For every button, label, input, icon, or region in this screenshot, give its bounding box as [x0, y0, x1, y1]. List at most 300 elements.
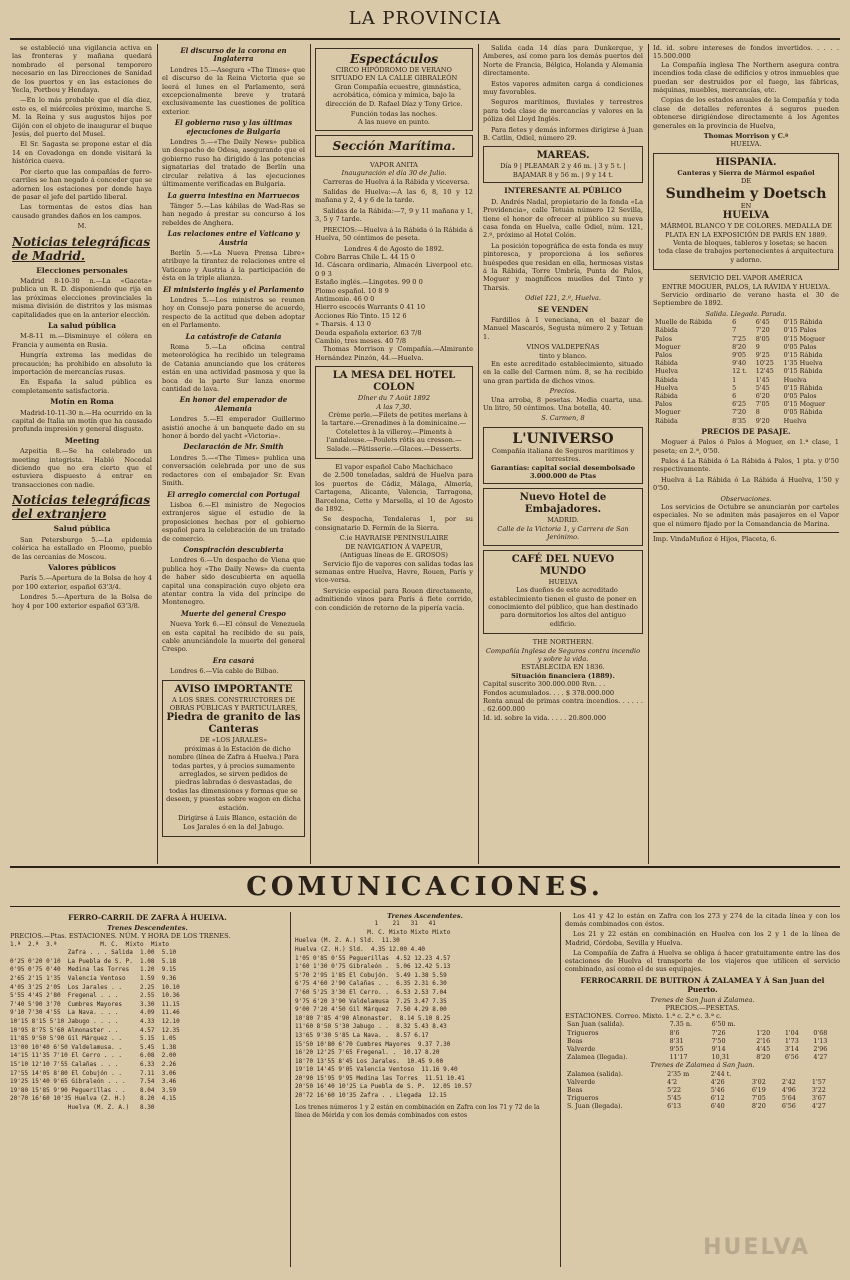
- quote-line: Acciones Río Tinto. 15 12 6: [315, 311, 407, 320]
- schedule-row: [653, 400, 839, 408]
- table-cell: 6'25: [732, 400, 747, 409]
- table-cell: 0'05 Palos: [783, 342, 817, 351]
- table-cell: 9'40: [732, 359, 747, 368]
- table-cell: [810, 1070, 840, 1078]
- table-cell: Rábida: [655, 391, 678, 400]
- news-heading: Observaciones.: [720, 494, 772, 503]
- ad-title: Nuevo Hotel de Embajadores.: [519, 492, 607, 516]
- paragraph: D. Andrés Nadal, propietario de la fonda «La Providencia», calle Tetuán número 12 Sevilla, tiene el honor de ofrecer al público su nueva casa fonda en Huelva, calle Odiel, núm. 121, 2.º, próximo al Hotel Colón.: [483, 197, 643, 240]
- ad-subtitle: tinto y blanco.: [539, 351, 587, 360]
- table-cell: 6'50 m.: [711, 1020, 736, 1029]
- table-cell: 6'56: [784, 1053, 799, 1062]
- table-cell: 8'20: [732, 342, 747, 351]
- quote-line: Id. Cáscara ordinaria, Almacén Liverpool etc. 0 9 3: [315, 261, 473, 278]
- paragraph: Londres 6.—Vía cable de Bilbao.: [170, 667, 279, 676]
- section-heading: Sección Marítima.: [332, 138, 456, 153]
- timetable-descending: 1.ª 2.ª 3.ª M. C. Mixto Mixto Zafra . . . Salida 1.00 5.10 0'25 0'20 0'10 La Puebla de S. P. 1.08 5.18 0'95 0'75 0'40 Medina las Torres 1.20 9.15 2'65 2'15 1'35 Valencia Ventoso 1.59 9.36 4'05 3'25 2'05 Los Jarales . . 2.25 10.10 5'55 4'45 2'80 Fregenal . . . 2.55 10.36 7'40 5'90 3'70 Cumbres Mayores 3.30 11.15 9'10 7'30 4'55 La Nava. . . . 4.09 11.46 10'15 8'15 5'10 Jabugo . . . . 4.33 12.10 10'95 8'75 5'60 Almonaster . . 4.57 12.35 11'85 9'50 5'90 Gil Márquez . . 5.15 1.05 13'00 10'40 6'50 Valdelamusa. . 5.45 1.38 14'15 11'35 7'10 El Cerro . . . 6.08 2.00 15'10 12'10 7'55 Calañas . . . 6.33 2.26 17'55 14'05 8'80 El Cobujón . . 7.11 3.06 19'25 15'40 9'65 Gibraleón . . . 7.54 3.46 19'80 15'85 9'90 Peguerillas . . 8.04 3.59 20'70 16'60 10'35 Huelva (Z. H.) 8.20 4.15 Huelva (M. Z. A.) 8.30: [10, 940, 180, 1111]
- table-cell: Beas: [567, 1086, 583, 1095]
- news-heading: El ministerio inglés y el Parlamento: [163, 284, 304, 294]
- schedule-row: [653, 417, 839, 425]
- table-cell: 6'12: [710, 1094, 725, 1103]
- news-heading: Muerte del general Crespo: [181, 608, 286, 618]
- ad-text: Calle de la Victoria 1, y Carrera de San Jerónimo.: [497, 524, 629, 542]
- paragraph: Se despacha, Tendaleras 1, por su consignatario D. Fermín de la Sierra.: [315, 515, 473, 532]
- financial-row: Fondos acumulados. . . . $ 378.000.000: [483, 688, 615, 697]
- news-heading: Era casará: [212, 655, 255, 665]
- timetable-row: [565, 1020, 840, 1028]
- paragraph: En España la salud pública es completamente satisfactoria.: [12, 378, 152, 395]
- table-cell: 7'26: [711, 1028, 726, 1037]
- table-cell: 9'20: [755, 416, 770, 425]
- ad-subtitle: ENTRE MOGUER, PALOS, LA RÁVIDA Y HUELVA.: [661, 282, 831, 291]
- paragraph: Moguer á Palos ó Palos á Moguer, en 1.ª clase, 1 peseta; en 2.ª, 0'50.: [653, 438, 839, 455]
- universo-ad: [483, 427, 643, 485]
- ad-subtitle: Inauguración el día 30 de Julio.: [341, 169, 447, 178]
- paragraph: Servicio especial para Rouen directamente, admitiendo vinos para París á flete corrido, con condición de retorno de la pipería vacía.: [315, 586, 473, 612]
- paragraph: Fardillos á 1 veneciana, en el bazar de Manuel Mascarós, Segusta número 2 y Tetuan 1.: [483, 315, 643, 341]
- table-cell: 6: [732, 391, 737, 400]
- section-rule: [10, 906, 840, 907]
- ad-subtitle: ESTABLECIDA EN 1836.: [521, 663, 605, 672]
- ad-subtitle: Compañía italiana de Seguros marítimos y terrestres.: [491, 446, 635, 464]
- table-cell: 8'31: [669, 1036, 684, 1045]
- paragraph: —En lo más probable que el día diez, esto es, el miércoles próximo, marche S. M. la Reina y sus augustos hijos por Gijón con el objeto de inaugurar el buque Jesús, del puerto del Musel.: [12, 96, 152, 139]
- column-3: [315, 44, 473, 864]
- aviso-ad: [162, 680, 305, 837]
- quote-line: Plomo español. 10 8 9: [315, 286, 389, 295]
- news-heading: Valores públicos: [48, 562, 116, 572]
- ad-subtitle: Canteras y Sierra de Mármol español: [677, 168, 815, 177]
- ad-title: CAFÉ DEL NUEVO MUNDO: [511, 553, 615, 577]
- bottom-column-2: [295, 912, 555, 1272]
- paragraph: de 2.500 toneladas, saldrá de Huelva para los puertos de Cádiz, Málaga, Almería, Cartagena, Alicante, Valencia, Tarragona, Barcelona, Cette y Marsella, el 10 de Agosto de 1892.: [315, 471, 473, 514]
- communications-title: COMUNICACIONES.: [246, 872, 604, 902]
- table-cell: Huelva: [655, 367, 678, 376]
- table-cell: 10'25: [755, 359, 774, 368]
- tide-row: Día 9 | PLEAMAR 2 y 46 m. | 3 y 5 t. | BAJAMAR 8 y 56 m. | 9 y 14 t.: [500, 162, 626, 179]
- timetable-row: [565, 1045, 840, 1053]
- section-heading: Noticias telegráficas de Madrid.: [12, 234, 151, 263]
- table-cell: 0'15 Rábida: [783, 350, 823, 359]
- table-cell: 10,31: [711, 1053, 730, 1062]
- paragraph: Nueva York 6.—El cónsul de Venezuela en esta capital ha recibido de su país, cable anunciándole la muerte del general Crespo.: [162, 620, 305, 654]
- table-cell: 2'16: [756, 1036, 771, 1045]
- table-cell: San Juan (salida).: [567, 1020, 625, 1029]
- schedule-row: [653, 351, 839, 359]
- paragraph: Roma 5.—La oficina central meteorológica ha recibido un telegrama de Catania anunciando que los cráteres están en una actividad pasmosa y que la boca de la parte Sur lanza enorme cantidad de lava.: [162, 343, 305, 394]
- financial-row: Id. id. sobre intereses de fondos invertidos. . . . . 15.500.000: [653, 44, 839, 61]
- paragraph: La posición topográfica de esta fonda es muy pintoresca, y proporciona á los señores huéspedes que residan en ella, hermosas vistas á la Rábida, Torre Umbría, Punta de Palos, Moguer y magníficos muelles del Tinto y Tharsis.: [483, 241, 643, 292]
- table-cell: 12 t.: [732, 367, 747, 376]
- table-cell: 6'13: [667, 1102, 682, 1111]
- news-heading: El arreglo comercial con Portugal: [167, 489, 300, 499]
- financial-row: Capital suscrito 300.000.000 Rvn. . .: [483, 680, 606, 689]
- ad-subtitle: Dîner du 7 Août 1892: [357, 394, 431, 403]
- table-cell: 6'19: [751, 1086, 766, 1095]
- column-divider: [290, 912, 291, 1267]
- schedule-row: [653, 335, 839, 343]
- column-divider: [560, 912, 561, 1267]
- table-cell: 3'02: [751, 1077, 766, 1086]
- table-cell: 4'27: [811, 1102, 826, 1111]
- table-cell: 3'22: [811, 1086, 826, 1095]
- table-cell: 6'40: [710, 1102, 725, 1111]
- table-cell: 1'73: [784, 1036, 799, 1045]
- bottom-column-1: [10, 912, 285, 1272]
- timetable-row: [565, 1029, 840, 1037]
- ad-subtitle: A las 7,30.: [376, 402, 412, 411]
- paragraph: Salida cada 14 días para Dunkerque, y Amberes, así como para los demás puertos del Norte de Francia, Bélgica, Holanda y Alemania directamente.: [483, 44, 643, 78]
- paragraph: Una arroba, 8 pesetas. Media cuarta, una. Un litro, 50 céntimos. Una botella, 40.: [483, 395, 643, 413]
- ad-subtitle: DE: [740, 177, 752, 186]
- news-heading: En honor del emperador de Alemania: [179, 395, 288, 413]
- news-heading: Motín en Roma: [50, 397, 114, 407]
- railway-subtitle: Trenes Descendentes.: [107, 924, 188, 933]
- table-cell: 0'15 Moguer: [783, 400, 826, 409]
- table-cell: 5'22: [667, 1086, 682, 1095]
- imprint: Imp. VindaMuñoz é Hijos, Placeta, 6.: [653, 532, 839, 543]
- paragraph: Estos vapores admiten carga á condiciones muy favorables.: [483, 79, 643, 97]
- paragraph: se estableció una vigilancia activa en las fronteras y mañana quedará nombrado el personal temporero necesario en las Direcciones de Sanidad de los puertos y en las estaciones de Yecla, Portbou y Hendaya.: [12, 44, 152, 95]
- ad-title: VAPOR ANITA: [370, 160, 418, 169]
- table-cell: 0'15 Palos: [783, 326, 817, 335]
- paragraph: Salidas de Huelva:—A las 6, 8, 10 y 12 mañana y 2, 4 y 6 de la tarde.: [315, 188, 473, 205]
- paragraph: Londres 6.—Un despacho de Viena que publica hoy «The Daily News» da cuenta de haber sido descubierta en aquella capital una conspiración cuyo objeto era atentar contra la vida del príncipe de Montenegro.: [162, 556, 305, 607]
- ad-title: C.ie HAVRAISE PENINSULAIRE: [339, 534, 449, 543]
- ad-text: MÁRMOL BLANCO Y DE COLORES. MEDALLA DE PLATA EN LA EXPOSICIÓN DE PARÍS EN 1889.: [660, 222, 832, 239]
- table-cell: 5'64: [781, 1094, 796, 1103]
- timetable-ascending: 1 21 31 41 M. C. Mixto Mixto Mixto Huelva (M. Z. A.) Sld. 11.30 Huelva (Z. H.) Sld. 4.35 12.00 4.40 1'05 0'85 0'55 Peguerillas 4.52 12.23 4.57 1'60 1'30 0'75 Gibraleón . 5.06 12.42 5.13 5'70 2'95 1'85 El Cobujón. 5.49 1.38 5.59 6'75 4'60 2'90 Calañas . . 6.35 2.31 6.30 7'60 5'25 3'30 El Cerro. . 6.53 2.53 7.04 9'75 6'20 3'90 Valdelamusa 7.25 3.47 7.35 9'00 7'20 4'50 Gil Márquez 7.50 4.29 8.00 10'80 7'85 4'90 Almonaster. 8.14 5.10 8.25 11'60 8'50 5'30 Jabugo . . 8.32 5.43 8.43 13'65 9'30 5'85 La Nava. . 8.57 6.17 15'50 10'80 6'70 Cumbres Mayores 9.37 7.30 16'20 12'25 7'65 Fregenal. . 10.17 8.20 18'70 13'55 8'45 Los Jarales. 10.45 9.00 19'10 14'45 9'05 Valencia Ventoso 11.16 9.40 20'90 15'95 9'95 Medina las Torres 11.51 10.41 20'50 16'40 10'25 La Puebla de S. P. 12.05 10.57 20'72 16'60 10'35 Zafra . . Llegada 12.15: [295, 920, 473, 1100]
- news-heading: Conspiración descubierta: [183, 544, 284, 554]
- news-heading: El gobierno ruso y las últimas ejecuciones de Bulgaria: [174, 118, 293, 136]
- schedule-row: [653, 359, 839, 367]
- quote-line: Deuda española exterior. 63 7/8: [315, 328, 422, 337]
- ad-text: Dirigirse á Luis Blanco, estación de Los Jarales ó en la del Jabugo.: [178, 814, 297, 831]
- timetable-header: ESTACIONES. Correo. Mixto. 1.ª c. 2.ª c. 3.ª c.: [565, 1012, 722, 1021]
- table-cell: Palos: [655, 334, 672, 343]
- financial-row: Renta anual de primas contra incendios. . . . . . . 62.600.000: [483, 696, 643, 714]
- ad-text: Gran Compañía ecuestre, gimnástica, acrobática, cómica y mímica, bajo la dirección de D. Rafael Díaz y Tony Grice.: [325, 82, 463, 108]
- railway-subtitle: PRECIOS.—PESETAS.: [665, 1004, 740, 1013]
- table-cell: 6: [732, 318, 737, 327]
- table-cell: Moguer: [655, 342, 681, 351]
- signature: M.: [77, 222, 87, 231]
- table-cell: 6'20: [755, 391, 770, 400]
- table-cell: Rábida: [655, 416, 678, 425]
- table-cell: Rábida: [655, 359, 678, 368]
- maritima-box: [315, 135, 473, 157]
- paragraph: M-8-11 m.—Disminuye el cólera en Francia y aumenta en Rusia.: [12, 332, 152, 349]
- paragraph: Por cierto que las compañías de ferro-carriles se han negado á conceder que se adornen los estaciones por donde haya de pasar el jefe del partido liberal.: [12, 167, 152, 201]
- table-cell: Moguer: [655, 408, 681, 417]
- paragraph: Londres 15.—Asegura «The Times» que el discurso de la Reina Victoria que se leerá el lunes en el Parlamento, será excepcionalmente breve y tratará exclusivamente las cuestiones de política exterior.: [162, 65, 305, 116]
- ad-text: A las nueve en punto.: [357, 118, 431, 127]
- table-cell: Trigueros: [567, 1094, 599, 1103]
- table-cell: 7.35 n.: [669, 1020, 692, 1029]
- ad-title: L'UNIVERSO: [512, 430, 614, 447]
- column-divider: [157, 44, 158, 864]
- table-cell: 9'55: [669, 1045, 684, 1054]
- table-cell: Zalamea (salida).: [567, 1069, 623, 1078]
- paragraph: Los trenes números 1 y 2 están en combinación en Zafra con los 71 y 72 de la línea de Mérida y con los demás combinados con estos: [295, 1103, 540, 1119]
- schedule-header: Salida. Llegada. Parada.: [705, 309, 787, 318]
- table-cell: 0'05 Palos: [783, 391, 817, 400]
- ad-title: VINOS VALDEPEÑAS: [526, 343, 600, 352]
- table-cell: Beas: [567, 1036, 583, 1045]
- news-heading: PRECIOS DE PASAJE.: [701, 426, 791, 436]
- railway-subtitle: Trenes Ascendentes.: [387, 912, 463, 920]
- table-cell: [750, 1070, 780, 1078]
- paragraph: En este acreditado establecimiento, situado en la calle del Carmen núm. 8, se ha recibido una gran partida de dichos vinos.: [483, 360, 643, 385]
- paragraph: Para fletes y demás informes dirigirse á Juan B. Catlin, Odiel, número 29.: [483, 125, 643, 143]
- table-cell: Rábida: [655, 326, 678, 335]
- table-cell: 7'05: [751, 1094, 766, 1103]
- masthead: LA PROVINCIA: [348, 8, 502, 29]
- table-cell: 0'68: [813, 1028, 828, 1037]
- masthead-rule: [10, 38, 840, 40]
- table-cell: 1'57: [811, 1077, 826, 1086]
- timetable-row: [565, 1102, 840, 1110]
- table-cell: 1'45: [755, 375, 770, 384]
- table-cell: 8: [755, 408, 760, 417]
- ad-title: MAREAS.: [536, 150, 590, 162]
- paragraph: Los 41 y 42 lo están en Zafra con los 273 y 274 de la citada línea y con los demás combinados con éstos.: [565, 912, 840, 929]
- paragraph: Berlín 5.—«La Nueva Prensa Libre» atribuye la tirantez de relaciones entre el Vaticano y Austria á la participación de ésta en la triple alianza.: [162, 248, 305, 283]
- quote-date: Londres 4 de Agosto de 1892.: [343, 244, 444, 253]
- table-cell: 9'14: [711, 1045, 726, 1054]
- table-cell: 5'46: [710, 1086, 725, 1095]
- ad-subtitle: Precios.: [549, 387, 577, 396]
- table-cell: Rábida: [655, 375, 678, 384]
- ad-title: HISPANIA.: [715, 156, 777, 168]
- news-heading: Salud pública: [53, 524, 111, 534]
- column-1: [12, 44, 152, 864]
- paragraph: París 5.—Apertura de la Bolsa de hoy 4 por 100 exterior, español 63'3/4.: [12, 574, 152, 591]
- espectaculos-box: [315, 48, 473, 131]
- section-heading: Noticias telegráficas del extranjero: [12, 493, 151, 522]
- ad-text: Garantías: capital social desembolsado 3.000.000 de Ptas: [490, 463, 636, 481]
- news-heading: Elecciones personales: [36, 265, 128, 275]
- news-heading: Declaración de Mr. Smith: [183, 442, 284, 452]
- news-heading: Las relaciones entre el Vaticano y Austria: [167, 229, 300, 247]
- paragraph: Madrid-10-11-30 n.—Ha ocurrido en la capital de Italia un motín que ha causado profunda impresión y general disgusto.: [12, 408, 152, 434]
- ad-text: próximas á la Estación de dicho nombre (línea de Zafra á Huelva.) Para todas partes, y á precios sumamente arreglados, se sirven pedidos de piedras labradas ó desvastadas, de todas las dimensiones y formas que se deseen, y puestas sobre wagon en dicha estación.: [166, 744, 301, 812]
- ad-title: CIRCO HIPÓDROMO DE VERANO: [336, 66, 452, 74]
- table-cell: 1'35 Huelva: [783, 359, 823, 368]
- table-cell: 8'20: [756, 1053, 771, 1062]
- schedule-row: [653, 367, 839, 375]
- timetable-row: [565, 1086, 840, 1094]
- schedule-row: [653, 326, 839, 334]
- paragraph: Thomas Morrison y Compañía.—Almirante Hernández Pinzón, 44.—Huelva.: [315, 345, 473, 362]
- table-cell: 11'17: [669, 1053, 688, 1062]
- table-cell: 0'15 Moguer: [783, 334, 826, 343]
- ad-text: Venta de bloques, tableros y losetas; se hacen toda clase de trabajos pertenecientes á arquitectura y adorno.: [658, 238, 834, 264]
- ad-text: Los dueños de este acreditado establecimiento tienen el gusto de poner en conocimiento del público, que han destinado para dormitorios los altos del antiguo edificio.: [488, 586, 638, 628]
- table-cell: 7'25: [732, 334, 747, 343]
- table-cell: 2'42: [781, 1077, 796, 1086]
- ad-subtitle: HUELVA: [548, 577, 578, 586]
- ad-title: DE NAVIGATION Á VAPEUR,: [345, 542, 443, 551]
- column-4: [483, 44, 643, 864]
- table-cell: Palos: [655, 350, 672, 359]
- ad-heading: DE «LOS JARALES»: [199, 736, 268, 745]
- timetable-row: [565, 1094, 840, 1102]
- section-rule: [10, 866, 840, 868]
- table-cell: 2'96: [813, 1045, 828, 1054]
- news-heading: SE VENDEN: [537, 304, 589, 314]
- table-cell: Muelle de Rábida: [655, 318, 713, 327]
- table-cell: 1'13: [813, 1036, 828, 1045]
- ad-title: THE NORTHERN.: [532, 638, 594, 647]
- table-cell: 3'67: [811, 1094, 826, 1103]
- table-cell: Zalamea (llegada).: [567, 1053, 628, 1062]
- paragraph: Londres 5.—El emperador Guillermo asistió anoche á un banquete dado en su honor á bordo del yacht «Victoria».: [162, 415, 305, 441]
- table-cell: [811, 1020, 840, 1028]
- table-cell: 1'20: [756, 1028, 771, 1037]
- paragraph: Lisboa 6.—El ministro de Negocios extranjeros sigue el estudio de la proposiciones hechas por el gobierno español para la celebración de un tratado de comercio.: [162, 500, 305, 543]
- table-cell: 6'45: [755, 318, 770, 327]
- paragraph: PRECIOS:—Huelva á la Rábida ó la Rábida á Huelva, 50 céntimos de peseta.: [315, 225, 473, 243]
- signature: HUELVA.: [730, 140, 762, 149]
- ad-subtitle: (Antiguas líneas de E. GROSOS): [340, 551, 448, 560]
- schedule-table: [653, 318, 839, 425]
- hispania-ad: [653, 153, 839, 270]
- railway-title: FERROCARRIL DE BUITRON Á ZALAMEA Y Á San Juan del Puerto.: [580, 976, 825, 994]
- paragraph: La Compañía de Zafra á Huelva se obliga á hacer gratuitamente entre las dos estaciones de Huelva el transporte de los viajeros que utilicen el servicio combinado, así como el de sus equipajes.: [565, 948, 840, 974]
- watermark: HUELVA: [703, 1235, 810, 1260]
- timetable-row: [565, 1037, 840, 1045]
- column-5: [653, 44, 839, 864]
- table-cell: 5'45: [755, 383, 770, 392]
- schedule-row: [653, 384, 839, 392]
- table-cell: 5: [732, 383, 737, 392]
- paragraph: Los 21 y 22 están en combinación en Huelva con los 2 y 1 de la línea de Madrid, Córdoba, Sevilla y Huelva.: [565, 930, 840, 947]
- table-cell: 0'15 Rábida: [783, 383, 823, 392]
- column-2: [162, 44, 305, 864]
- paragraph: Londres 5.—Los ministros se reunen hoy en Consejo para ponerse de acuerdo, respecto de la actitud que deben adoptar en el Parlamento.: [162, 295, 305, 330]
- schedule-row: [653, 318, 839, 326]
- schedule-row: [653, 392, 839, 400]
- quote-line: Estaño inglés.—Lingotes. 99 0 0: [315, 278, 423, 287]
- mareas-box: [483, 146, 643, 183]
- news-heading: La catástrofe de Catania: [185, 331, 282, 341]
- ad-title: El vapor español Cabo Machichaco: [335, 463, 453, 472]
- table-cell: 7'20: [755, 326, 770, 335]
- table-cell: 5'45: [667, 1094, 682, 1103]
- ad-subtitle: Situación financiera (1889).: [511, 671, 615, 680]
- paragraph: Servicio fijo de vapores con salidas todas las semanas entre Huelva, Havre, Rouen, París y vice-versa.: [315, 559, 473, 585]
- quote-line: Antimonio. 46 0 0: [315, 294, 375, 303]
- table-cell: Huelva: [655, 383, 678, 392]
- timetable-row: [565, 1070, 840, 1078]
- table-cell: 12'45: [755, 367, 774, 376]
- table-cell: 4'2: [667, 1077, 678, 1086]
- table-cell: [754, 1020, 783, 1028]
- news-heading: La guerra intestina en Marruecos: [167, 190, 300, 200]
- schedule-row: [653, 376, 839, 384]
- table-cell: Valverde: [567, 1077, 596, 1086]
- table-cell: [780, 1070, 810, 1078]
- paragraph: Tánger 5.—Las kábilas de Wad-Ras se han negado á prestar su concurso á los rebeldes de Anghera.: [162, 201, 305, 227]
- timetable-header: PRECIOS.—Ptas. ESTACIONES. NÚM. Y HORA DE LOS TRENES.: [10, 932, 231, 941]
- table-cell: Huelva: [783, 416, 807, 425]
- news-heading: INTERESANTE AL PÚBLICO: [504, 186, 622, 196]
- ad-text: Función todas las noches.: [350, 110, 438, 119]
- ad-title: LA MESA DEL HOTEL COLON: [332, 370, 456, 394]
- table-cell: 8'6: [669, 1028, 680, 1037]
- quote-line: Hierro escocés Warrants 0 41 10: [315, 303, 426, 312]
- table-cell: 7'50: [711, 1036, 726, 1045]
- paragraph: Las tormentas de estos días han causado grandes daños en los campos.: [12, 203, 152, 220]
- ad-title: AVISO IMPORTANTE: [174, 683, 293, 695]
- ad-heading: Piedra de granito de las Canteras: [166, 712, 301, 736]
- ad-text: Crème perle.—Filets de petites merlans à la tartare.—Grenadines à la dominicaine.—Cotelettes à la villeroy.—Piments à l'andalouse.—Poulets rôtis au cresson.—Salade.—Pâtisserie.—Glaces.—Desserts.: [321, 411, 468, 453]
- paragraph: Servicio ordinario de verano hasta el 30 de Septiembre de 1892.: [653, 290, 839, 308]
- table-cell: 0'05 Rábida: [783, 408, 823, 417]
- ad-subtitle: A LOS SRES. CONSTRUCTORES DE OBRAS PÚBLICAS Y PARTICULARES,: [169, 695, 298, 713]
- table-cell: 1'04: [784, 1028, 799, 1037]
- schedule-row: [653, 408, 839, 416]
- bottom-column-3: [565, 912, 840, 1272]
- table-cell: 2'44 t.: [710, 1069, 732, 1078]
- table-cell: Huelva: [783, 375, 807, 384]
- paragraph: Londres 5.—«The Times» publica una conversación celebrada por uno de sus redactores con el embajador Sr. Evan Smith.: [162, 453, 305, 488]
- ad-subtitle: Compañía Inglesa de Seguros contra incendio y sobre la vida.: [485, 646, 641, 663]
- table-cell: 3'14: [784, 1045, 799, 1054]
- paragraph: Los servicios de Octubre se anunciarán por carteles especiales. No se admiten más pasajeros en el Vapor que el número fijado por la Comandancia de Marina.: [653, 503, 839, 528]
- paragraph: Huelva á La Rábida ó La Rábida á Huelva, 1'50 y 0'50.: [653, 475, 839, 493]
- paragraph: Londres 5.—«The Daily News» publica un despacho de Odesa, asegurando que el gobierno ruso ha dirigido á las potencias signatarias del tratado de Berlín una circular relativa á las ejecuciones últimamente verificadas en Bulgaria.: [162, 138, 305, 189]
- quote-line: » Tharsis. 4 13 0: [315, 320, 371, 329]
- buitron-table-outbound: [565, 1020, 840, 1061]
- column-divider: [478, 44, 479, 864]
- embajadores-ad: [483, 488, 643, 545]
- ad-subtitle: MADRID.: [547, 516, 579, 525]
- paragraph: Palos á La Rábida ó La Rábida á Palos, 1 pta. y 0'50 respectivamente.: [653, 457, 839, 474]
- table-cell: 2'35 m: [667, 1069, 690, 1078]
- mesa-box: [315, 366, 473, 459]
- railway-title: FERRO-CARRIL DE ZAFRA Á HUELVA.: [68, 913, 227, 922]
- table-cell: 4'96: [781, 1086, 796, 1095]
- ad-subtitle: EN: [740, 201, 752, 210]
- paragraph: Carreras de Huelva á la Rábida y viceversa.: [323, 177, 470, 186]
- quote-line: Cobre Barras Chile L. 44 15 0: [315, 252, 416, 261]
- timetable-row: [565, 1053, 840, 1061]
- table-cell: 8'35: [732, 416, 747, 425]
- paragraph: Madrid 8-10-30 n.—La «Gaceta» publica un R. D. disponiendo que rija en las próximas elecciones provinciales la misma división de distritos y las mismas capitalidades que en la anterior elección.: [12, 276, 152, 319]
- cafe-ad: [483, 550, 643, 634]
- ad-title: Sundheim y Doetsch: [665, 185, 827, 202]
- section-heading: Espectáculos: [350, 52, 438, 66]
- paragraph: Hungría extrema las medidas de precaución; ha prohibido en absoluto la importación de mercancías rusas.: [12, 351, 152, 376]
- table-cell: 8'05: [755, 334, 770, 343]
- paragraph: Azpeitia 8.—Se ha celebrado un meeting integrista. Habló Nocedal diciendo que no era cierto que el estuviera dispuesto á entrar en transacciones con nadie.: [12, 447, 152, 489]
- table-cell: 4'27: [813, 1053, 828, 1062]
- paragraph: Copias de los estados anuales de la Compañía y toda clase de detalles referentes á seguros pueden obtenerse dirigiéndose directamente á los Agentes generales en la provincia de Huelva,: [653, 96, 839, 130]
- ad-subtitle: HUELVA: [722, 210, 770, 222]
- paragraph: Seguros marítimos, fluviales y terrestres para toda clase de mercancías y valores en la póliza del Lloyd Inglés.: [483, 98, 643, 124]
- quote-line: Cambio, tres meses. 40 7/8: [315, 336, 407, 345]
- news-heading: Meeting: [64, 435, 100, 445]
- table-cell: 4'45: [756, 1045, 771, 1054]
- table-cell: 7: [732, 326, 737, 335]
- paragraph: San Petersburgo 5.—La epidemia colérica ha estallado en Ploomo, pueblo de las cercanías de Moscou.: [12, 535, 152, 561]
- railway-subtitle: Trenes de Zalamea á San Juan.: [650, 1061, 755, 1070]
- table-cell: Valverde: [567, 1045, 596, 1054]
- signature: Thomas Morrison y C.ª: [703, 132, 789, 141]
- paragraph: La Compañía inglesa The Northern asegura contra incendios toda clase de edificios y otros inmuebles que puedan ser destruidos por el fuego, las fábricas, máquinas, muebles, mercancías, etc.: [653, 60, 839, 95]
